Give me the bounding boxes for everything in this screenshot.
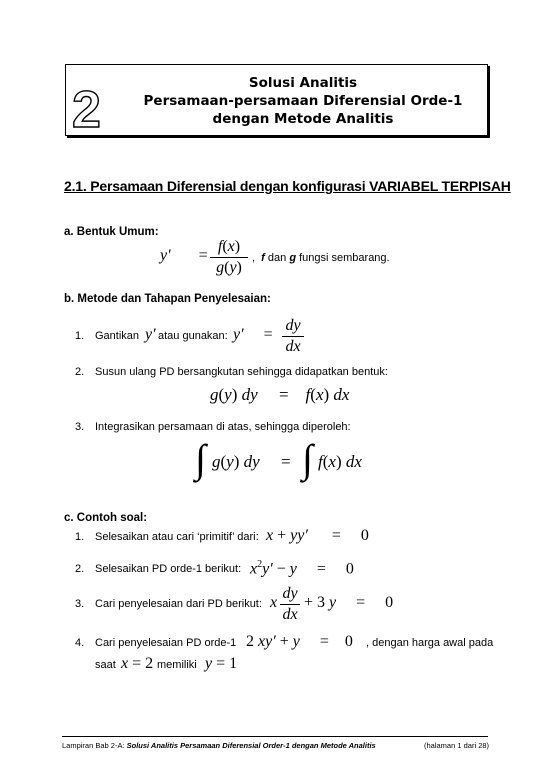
part-c-heading: c. Contoh soal:: [64, 512, 148, 524]
title-line-3: dengan Metode Analitis: [212, 111, 394, 127]
example-3-fraction: dy dx: [280, 585, 300, 624]
part-a-note: , f dan g fungsi sembarang.: [252, 252, 390, 264]
step-1-fraction: dy dx: [282, 317, 304, 356]
integral-sign-left: ∫: [195, 436, 206, 481]
part-b-heading: b. Metode dan Tahapan Penyelesaian:: [64, 293, 271, 305]
step-2-text: Susun ulang PD bersangkutan sehingga didapatkan bentuk:: [95, 366, 388, 378]
title-line-1: Solusi Analitis: [248, 75, 358, 91]
eq-integrated-lhs: g(y) dy =: [212, 452, 291, 471]
example-2-text: Selesaikan PD orde-1 berikut:: [95, 563, 242, 575]
example-1-number: 1.: [75, 531, 85, 543]
example-4-initial-y: y = 1: [205, 655, 238, 672]
example-4-text-end: , dengan harga awal pada: [366, 637, 494, 649]
eq-separated: g(y) dy = f(x) dx: [210, 385, 350, 404]
part-a-heading: a. Bentuk Umum:: [64, 226, 159, 238]
example-2-eq: $x^2y' - y$ = 0: [250, 559, 354, 578]
chapter-number: 2: [72, 81, 101, 139]
example-4-initial-x: x = 2: [121, 655, 154, 672]
footer-left: Lampiran Bab 2-A: Solusi Analitis Persamaan Diferensial Order-1 dengan Metode Analitis: [62, 741, 376, 750]
title-line-2: Persamaan-persamaan Diferensial Orde-1: [143, 93, 463, 109]
example-3-text: Cari penyelesaian dari PD berikut:: [95, 598, 262, 610]
step-1-text-a: Gantikan: [95, 330, 140, 342]
footer-rule: [62, 736, 488, 737]
example-1-eq: x + yy′ = 0: [266, 527, 369, 544]
integral-sign-right: ∫: [302, 436, 313, 481]
step-1-eq: y′ =: [233, 326, 273, 343]
step-1-yprime: y′: [145, 326, 156, 343]
example-3-eq-rest: + 3 y = 0: [304, 594, 394, 611]
eq-general-lhs: y′ =: [160, 247, 208, 264]
eq-integrated-rhs: f(x) dx: [318, 452, 362, 471]
chapter-title: [120, 74, 486, 128]
example-4-number: 4.: [75, 637, 85, 649]
step-2-number: 2.: [75, 366, 85, 378]
step-1-number: 1.: [75, 330, 85, 342]
example-3-number: 3.: [75, 598, 85, 610]
footer-page-number: (halaman 1 dari 28): [424, 741, 490, 750]
example-1-text: Selesaikan atau cari ‘primitif’ dari:: [95, 531, 259, 543]
example-3-x: x: [270, 594, 278, 611]
example-4-line2-b: memiliki: [157, 659, 197, 671]
step-3-text: Integrasikan persamaan di atas, sehingga diperoleh:: [95, 421, 351, 433]
example-2-number: 2.: [75, 563, 85, 575]
step-1-text-b: atau gunakan:: [158, 330, 228, 342]
example-4-text: Cari penyelesaian PD orde-1: [95, 637, 237, 649]
section-heading: 2.1. Persamaan Diferensial dengan konfigurasi VARIABEL TERPISAH: [64, 178, 511, 194]
step-3-number: 3.: [75, 421, 85, 433]
example-4-eq: 2 xy′ + y = 0: [246, 633, 353, 650]
eq-general-fraction: f(x) g(y): [210, 238, 248, 277]
example-4-line2-a: saat: [95, 659, 116, 671]
